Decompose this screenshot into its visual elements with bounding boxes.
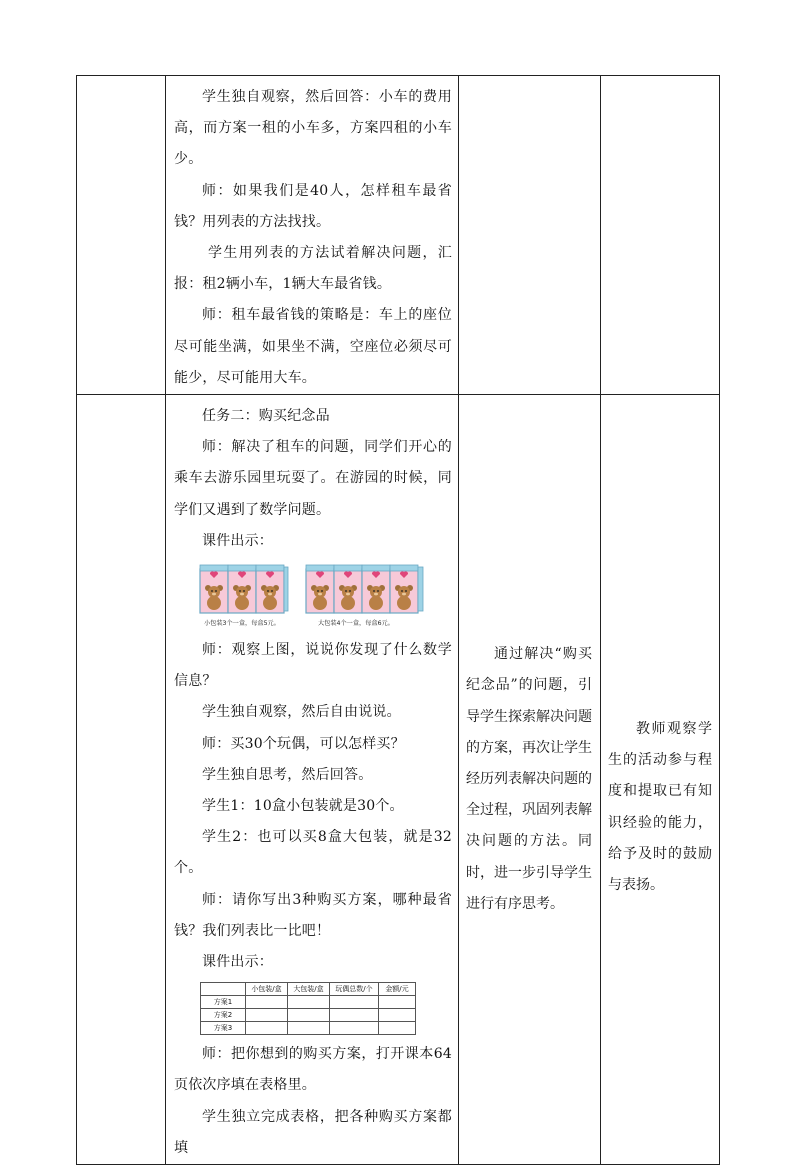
header-cell: 大包装/盒 [288, 983, 330, 996]
paragraph: 学生独立完成表格，把各种购买方案都填 [174, 1108, 452, 1156]
toy-packages-figure [196, 563, 452, 631]
paragraph: 学生用列表的方法试着解决问题，汇报：租2辆小车，1辆大车最省钱。 [174, 245, 452, 293]
evaluation-text: 教师观察学生的活动参与程度和提取已有知识经验的能力，给予及时的鼓励与表扬。 [608, 720, 712, 893]
empty-cell [288, 1022, 330, 1035]
paragraph: 师：如果我们是40人，怎样租车最省钱？用列表的方法找找。 [174, 182, 452, 230]
activity-cell [166, 76, 459, 395]
lesson-plan-table [76, 75, 720, 1165]
paragraph: 学生独自思考，然后回答。 [202, 766, 373, 783]
paragraph: 师：请你写出3种购买方案，哪种最省钱？我们列表比一比吧！ [174, 891, 452, 939]
paragraph: 师：把你想到的购买方案，打开课本64页依次序填在表格里。 [174, 1046, 452, 1094]
evaluation-cell [601, 395, 720, 1165]
header-cell [201, 983, 246, 996]
header-cell: 金额/元 [379, 983, 416, 996]
table-row [201, 1022, 416, 1035]
paragraph: 学生1：10盒小包装就是30个。 [202, 798, 404, 815]
stage-cell [77, 395, 166, 1165]
empty-cell [246, 1022, 288, 1035]
purchase-plan-figure [200, 982, 452, 1035]
table-row [77, 395, 720, 1165]
empty-cell [330, 996, 379, 1009]
empty-cell [246, 996, 288, 1009]
empty-cell [379, 996, 416, 1009]
purchase-plan-table [200, 982, 416, 1035]
row-label: 方案1 [201, 996, 246, 1009]
activity-cell [166, 395, 459, 1165]
paragraph: 学生2：也可以买8盒大包装，就是32个。 [174, 829, 452, 877]
table-row [77, 76, 720, 395]
paragraph: 课件出示： [202, 954, 273, 971]
paragraph: 学生独自观察，然后自由说说。 [202, 704, 401, 721]
empty-cell [288, 996, 330, 1009]
empty-cell [246, 1009, 288, 1022]
design-intent-cell [459, 76, 601, 395]
design-intent-text: 通过解决“购买纪念品”的问题，引导学生探索解决问题的方案，再次让学生经历列表解决问题的全过程，巩固列表解决问题的方法。同时，进一步引导学生进行有序思考。 [466, 646, 592, 912]
table-row [201, 983, 416, 996]
paragraph: 师：买30个玩偶，可以怎样买？ [202, 735, 405, 752]
paragraph: 师：观察上图，说说你发现了什么数学信息？ [174, 642, 452, 690]
paragraph: 学生独自观察，然后回答：小车的费用高，而方案一租的小车多，方案四租的小车少。 [174, 89, 452, 168]
task-title: 任务二：购买纪念品 [202, 408, 330, 425]
paragraph: 师：租车最省钱的策略是：车上的座位尽可能坐满，如果坐不满，空座位必须尽可能少，尽可能用大车。 [174, 307, 452, 386]
table-row [201, 1009, 416, 1022]
small-package-image [200, 565, 288, 613]
empty-cell [288, 1009, 330, 1022]
row-label: 方案2 [201, 1009, 246, 1022]
header-cell: 小包装/盒 [246, 983, 288, 996]
large-package-image [306, 565, 423, 613]
paragraph: 课件出示： [202, 532, 273, 549]
stage-cell [77, 76, 166, 395]
empty-cell [330, 1022, 379, 1035]
design-intent-cell [459, 395, 601, 1165]
header-cell: 玩偶总数/个 [330, 983, 379, 996]
evaluation-cell [601, 76, 720, 395]
teddy-bear-boxes-image [196, 563, 426, 631]
small-package-caption: 小包装3个一盒，每盒5元。 [204, 620, 280, 628]
large-package-caption: 大包装4个一盒，每盒6元。 [318, 620, 394, 628]
paragraph: 师：解决了租车的问题，同学们开心的乘车去游乐园里玩耍了。在游园的时候，同学们又遇到了数学问题。 [174, 439, 452, 518]
empty-cell [330, 1009, 379, 1022]
empty-cell [379, 1009, 416, 1022]
row-label: 方案3 [201, 1022, 246, 1035]
table-row [201, 996, 416, 1009]
empty-cell [379, 1022, 416, 1035]
